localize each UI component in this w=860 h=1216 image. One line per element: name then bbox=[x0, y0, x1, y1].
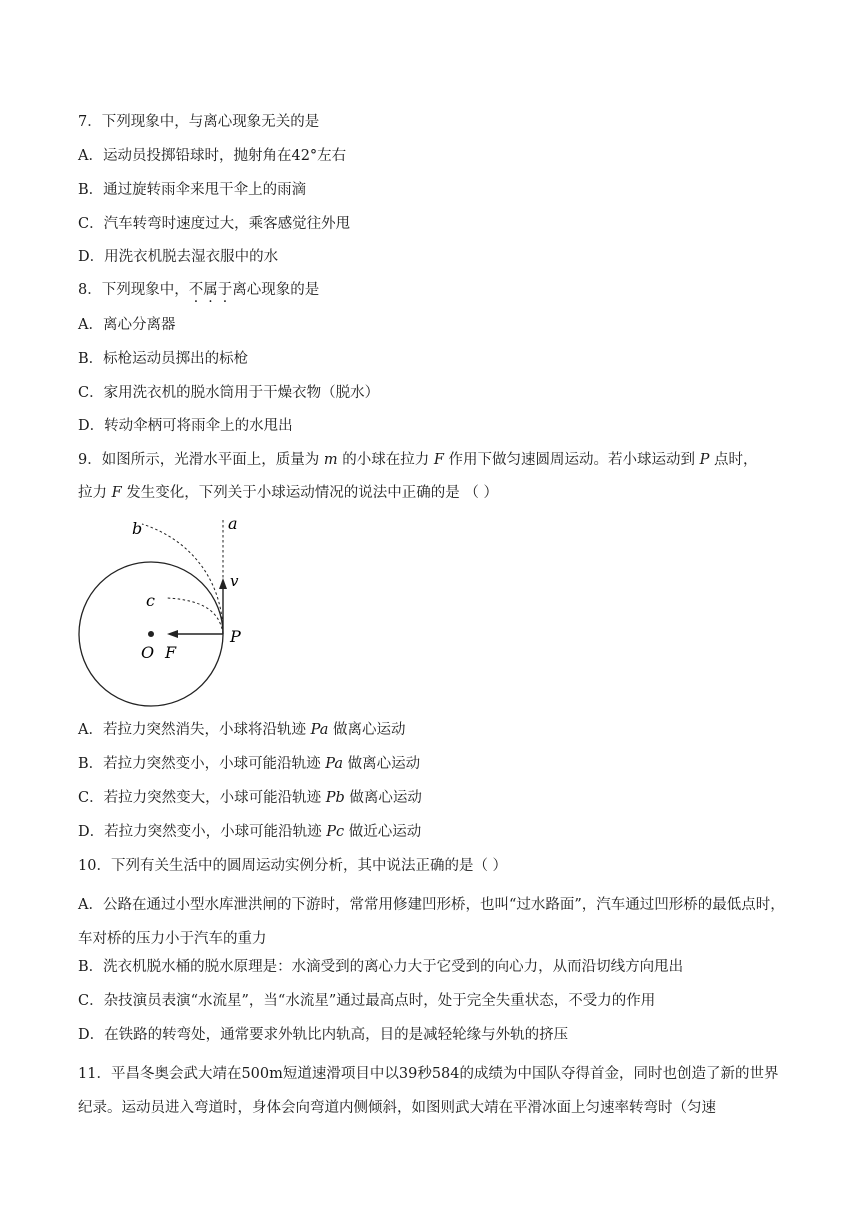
path-c bbox=[167, 598, 223, 634]
label-b: b bbox=[132, 519, 143, 538]
path-b bbox=[142, 524, 223, 634]
q9-option-c: C．若拉力突然变大，小球可能沿轨迹 Pb 做离心运动 bbox=[78, 790, 422, 806]
q7-option-d: D．用洗衣机脱去湿衣服中的水 bbox=[78, 249, 279, 265]
q8-option-d: D．转动伞柄可将雨伞上的水甩出 bbox=[78, 418, 293, 434]
emphasis-char: 于 bbox=[217, 282, 233, 298]
q11-stem: 11．平昌冬奥会武大靖在500m短道速滑项目中以39秒584的成绩为中国队夺得首金，同时也创造了新的世界纪录。运动员进入弯道时，身体会向弯道内侧倾斜，如图则武大靖在平滑冰面上匀速率转弯时（匀速 bbox=[78, 1066, 779, 1116]
q10-stem: 10．下列有关生活中的圆周运动实例分析，其中说法正确的是（ ） bbox=[78, 858, 508, 874]
q9-stem-line1: 9．如图所示，光滑水平面上，质量为 m 的小球在拉力 F 作用下做匀速圆周运动。若小球运动到 P 点时， bbox=[78, 452, 758, 468]
q8-option-b: B．标枪运动员掷出的标枪 bbox=[78, 351, 249, 367]
emphasis-char: 属 bbox=[203, 282, 218, 298]
q9-option-d: D．若拉力突然变小，小球可能沿轨迹 Pc 做近心运动 bbox=[78, 824, 422, 840]
q7-stem: 7．下列现象中，与离心现象无关的是 bbox=[78, 114, 320, 130]
q10-option-d: D．在铁路的转弯处，通常要求外轨比内轨高，目的是减轻轮缘与外轨的挤压 bbox=[78, 1027, 569, 1043]
label-f: F bbox=[165, 643, 177, 662]
label-p: P bbox=[230, 627, 241, 646]
circular-motion-figure bbox=[72, 512, 262, 712]
q10-option-c: C．杂技演员表演“水流星”，当“水流星”通过最高点时，处于完全失重状态，不受力的作用 bbox=[78, 993, 656, 1009]
emphasis-char: 不 bbox=[188, 282, 204, 298]
label-c: c bbox=[146, 591, 155, 610]
q8-option-c: C．家用洗衣机的脱水筒用于干燥衣物（脱水） bbox=[78, 385, 380, 401]
q9-option-b: B．若拉力突然变小，小球可能沿轨迹 Pa 做离心运动 bbox=[78, 756, 421, 772]
label-a: a bbox=[228, 514, 238, 533]
q9-option-a: A．若拉力突然消失，小球将沿轨迹 Pa 做离心运动 bbox=[78, 722, 406, 738]
q8-option-a: A．离心分离器 bbox=[78, 317, 176, 333]
q9-stem-line2: 拉力 F 发生变化，下列关于小球运动情况的说法中正确的是 （ ） bbox=[78, 485, 498, 501]
label-o: O bbox=[141, 643, 155, 662]
q8-stem: 8．下列现象中，不属于离心现象的是 bbox=[78, 282, 320, 298]
label-v: v bbox=[230, 572, 239, 590]
q7-option-a: A．运动员投掷铅球时，抛射角在42°左右 bbox=[78, 148, 347, 164]
q7-option-b: B．通过旋转雨伞来甩干伞上的雨滴 bbox=[78, 182, 307, 198]
q10-option-b: B．洗衣机脱水桶的脱水原理是：水滴受到的离心力大于它受到的向心力，从而沿切线方向甩出 bbox=[78, 959, 684, 975]
q10-option-a: A．公路在通过小型水库泄洪闸的下游时，常常用修建凹形桥，也叫“过水路面”，汽车通过凹形桥的最低点时，车对桥的压力小于汽车的重力 bbox=[78, 897, 785, 947]
force-arrowhead bbox=[167, 630, 178, 638]
velocity-arrowhead bbox=[219, 578, 227, 589]
center-point bbox=[148, 631, 154, 637]
q7-option-c: C．汽车转弯时速度过大，乘客感觉往外甩 bbox=[78, 216, 351, 232]
